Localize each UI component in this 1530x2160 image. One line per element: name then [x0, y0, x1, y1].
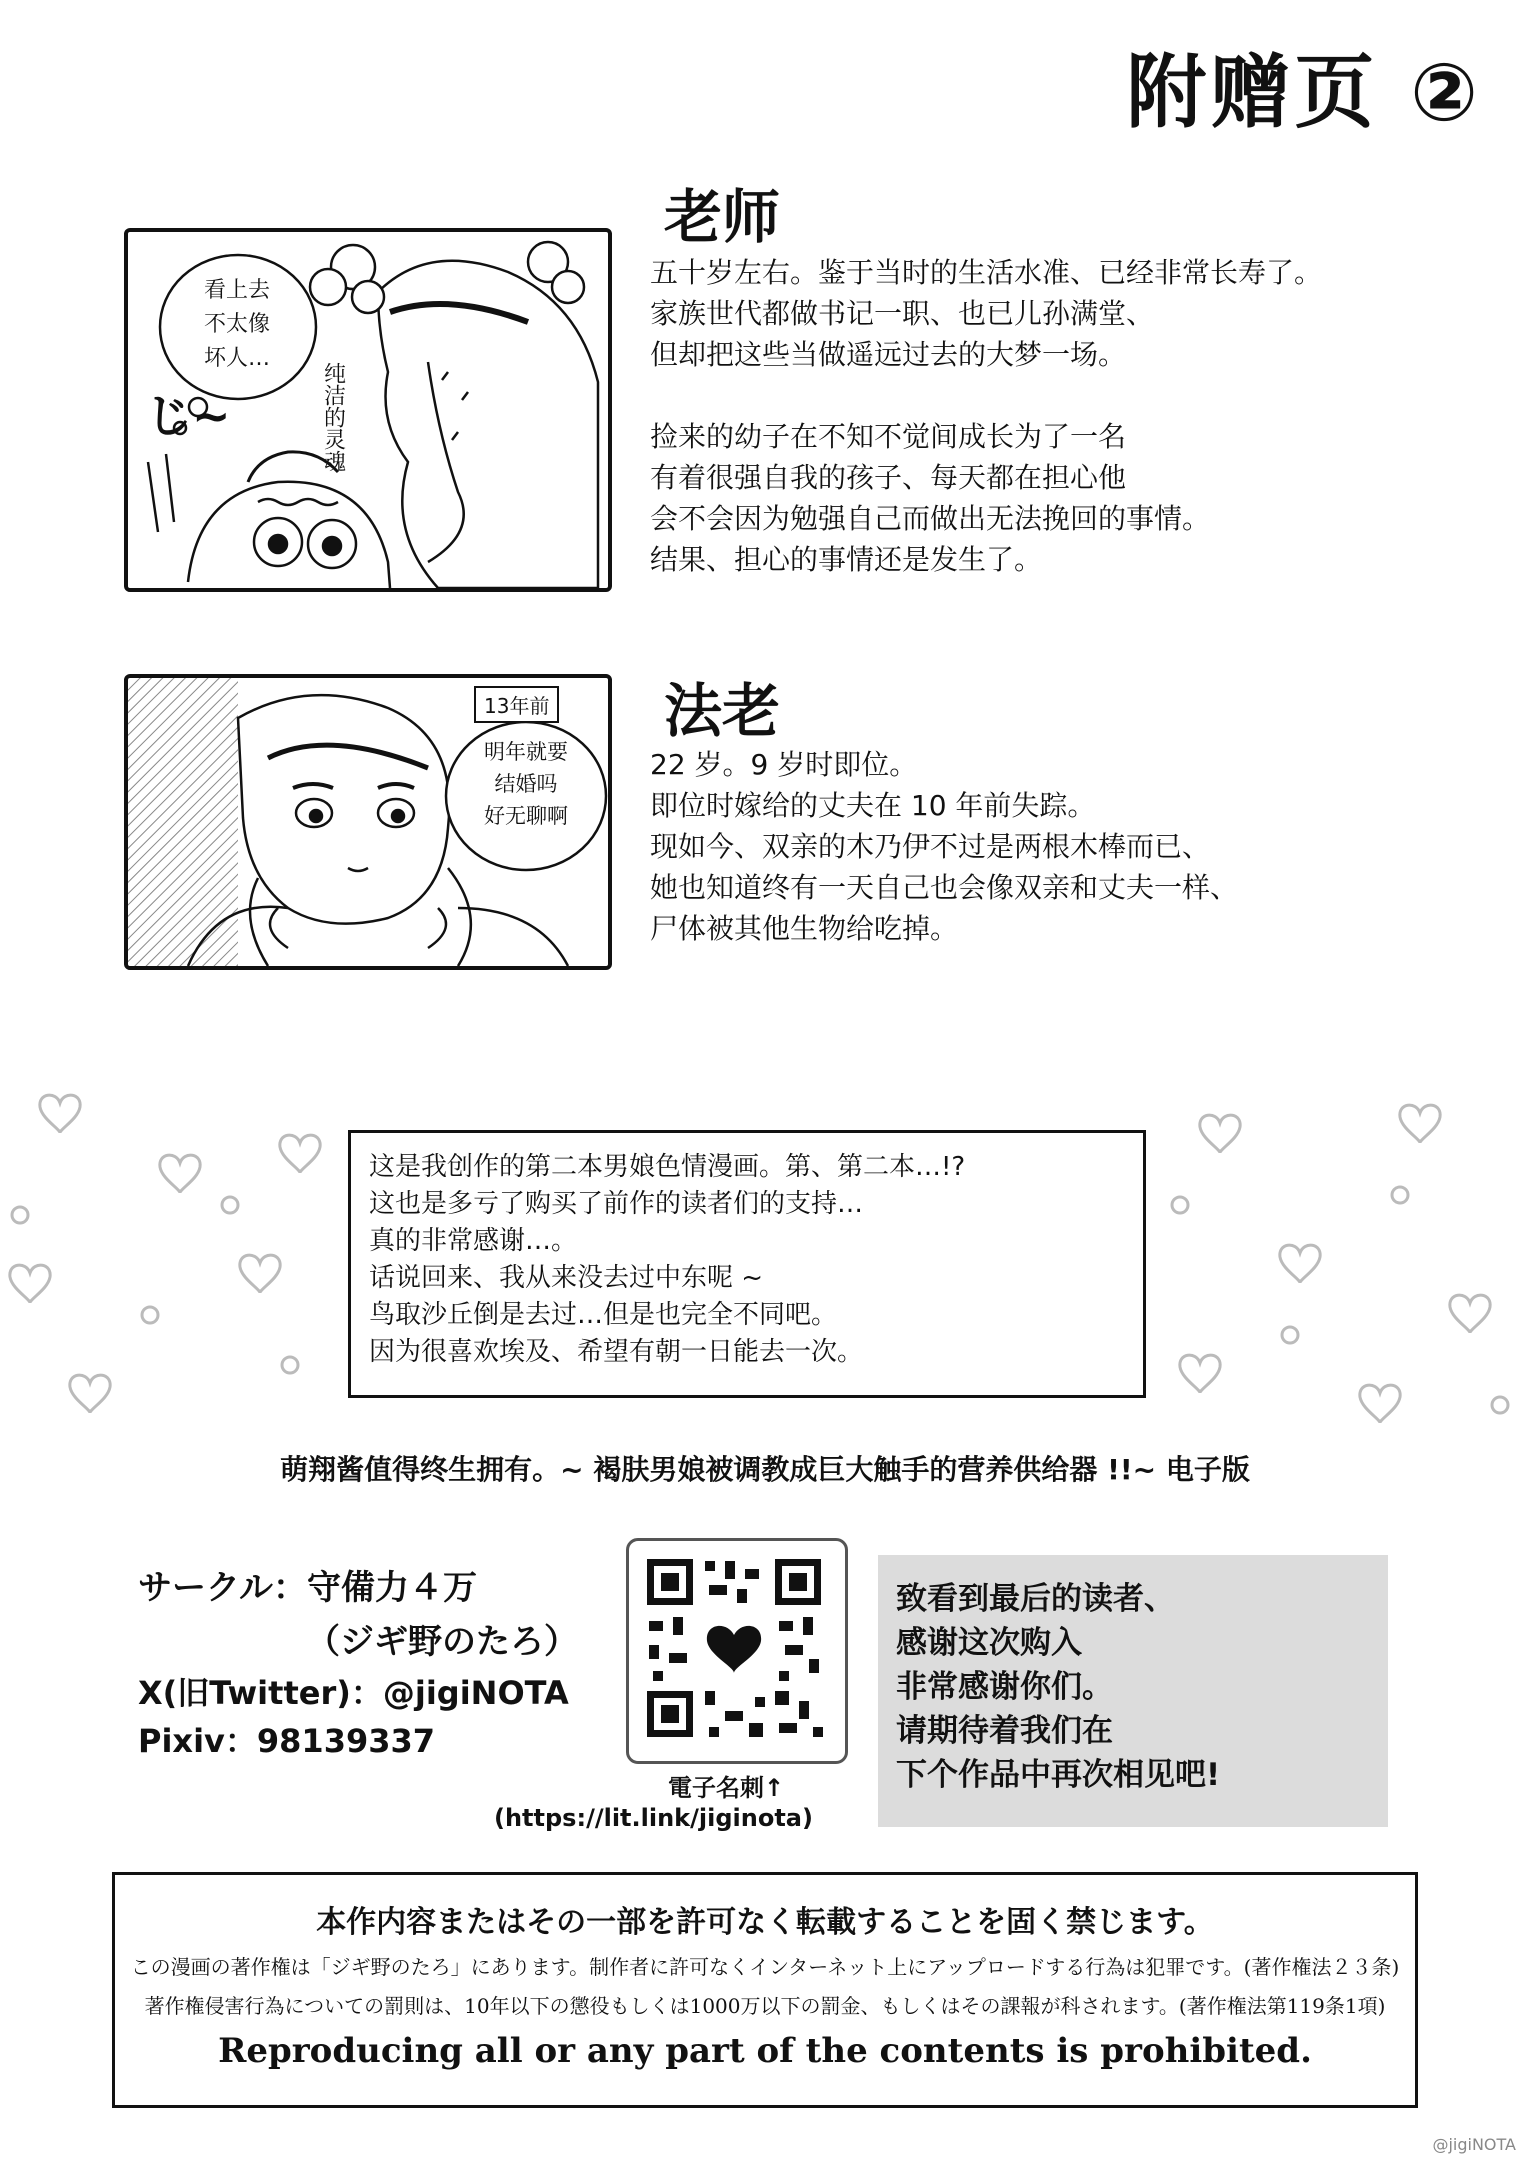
notice-line-4: Reproducing all or any part of the contents is prohibited.	[218, 2031, 1312, 2071]
afterword-box: 这是我创作的第二本男娘色情漫画。第、第二本…!? 这也是多亏了购买了前作的读者们的支持… 真的非常感谢…。 话说回来、我从来没去过中东呢 ~ 鸟取沙丘倒是去过…但是也完全不同吧。 因为很喜欢埃及、希望有朝一日能去一次。	[348, 1130, 1146, 1398]
author-name-line: （ジギ野のたろ）	[306, 1622, 578, 1662]
lit-link-url[interactable]: (https://lit.link/jiginota)	[494, 1804, 813, 1832]
pharaoh-description: 22 岁。9 岁时即位。 即位时嫁给的丈夫在 10 年前失踪。 现如今、双亲的木乃伊不过是两根木棒而已、 她也知道终有一天自己也会像双亲和丈夫一样、 尸体被其他生物给吃掉。	[650, 748, 1239, 945]
pharaoh-time-tag: 13年前	[474, 686, 559, 723]
notice-line-3: 著作権侵害行為についての罰則は、10年以下の懲役もしくは1000万以下の罰金、もしくはその課報が科されます。(著作権法第119条1項)	[144, 1994, 1386, 2018]
teacher-speech-bubble: 看上去 不太像 坏人…	[203, 278, 270, 371]
copyright-notice	[112, 1872, 1418, 2108]
pixiv-id[interactable]: Pixiv：98139337	[138, 1722, 436, 1760]
thanks-message-box: 致看到最后的读者、 感谢这次购入 非常感谢你们。 请期待着我们在 下个作品中再次相见吧!	[878, 1555, 1388, 1827]
teacher-side-text: 纯洁的灵魂	[320, 362, 346, 472]
twitter-handle[interactable]: X(旧Twitter)：@jigiNOTA	[138, 1674, 569, 1712]
teacher-heading: 老师	[664, 183, 781, 251]
pharaoh-comic-panel	[124, 674, 612, 970]
teacher-sfx-text: じ~	[146, 389, 231, 443]
notice-line-2: この漫画の著作権は「ジギ野のたろ」にあります。制作者に許可なくインターネット上にアップロードする行為は犯罪です。(著作権法２３条)	[130, 1955, 1400, 1979]
page-title: 附赠页 ②	[1126, 46, 1482, 139]
pharaoh-heading: 法老	[664, 677, 781, 745]
qr-code-image	[629, 1541, 839, 1755]
product-title: 萌翔酱值得终生拥有。~ 褐肤男娘被调教成巨大触手的营养供给器 !!~ 电子版	[280, 1453, 1250, 1486]
pharaoh-speech-bubble: 明年就要 结婚吗 好无聊啊	[484, 740, 568, 828]
circle-name-line: サークル：守備力４万	[138, 1568, 477, 1608]
credit-watermark: @jigiNOTA	[1432, 2135, 1516, 2154]
heart-icon	[707, 1626, 761, 1673]
teacher-comic-panel	[124, 228, 612, 592]
qr-caption: 電子名刺↑	[668, 1774, 785, 1802]
qr-code[interactable]	[626, 1538, 848, 1764]
teacher-description: 五十岁左右。鉴于当时的生活水准、已经非常长寿了。 家族世代都做书记一职、也已儿孙满堂、 但却把这些当做遥远过去的大梦一场。 捡来的幼子在不知不觉间成长为了一名 有着很强自我的孩子、每天都在担心他 会不会因为勉强自己而做出无法挽回的事情。 结果、担心的事情还是发生了。	[650, 256, 1323, 576]
notice-line-1: 本作内容またはその一部を許可なく転載することを固く禁じます。	[316, 1905, 1214, 1940]
